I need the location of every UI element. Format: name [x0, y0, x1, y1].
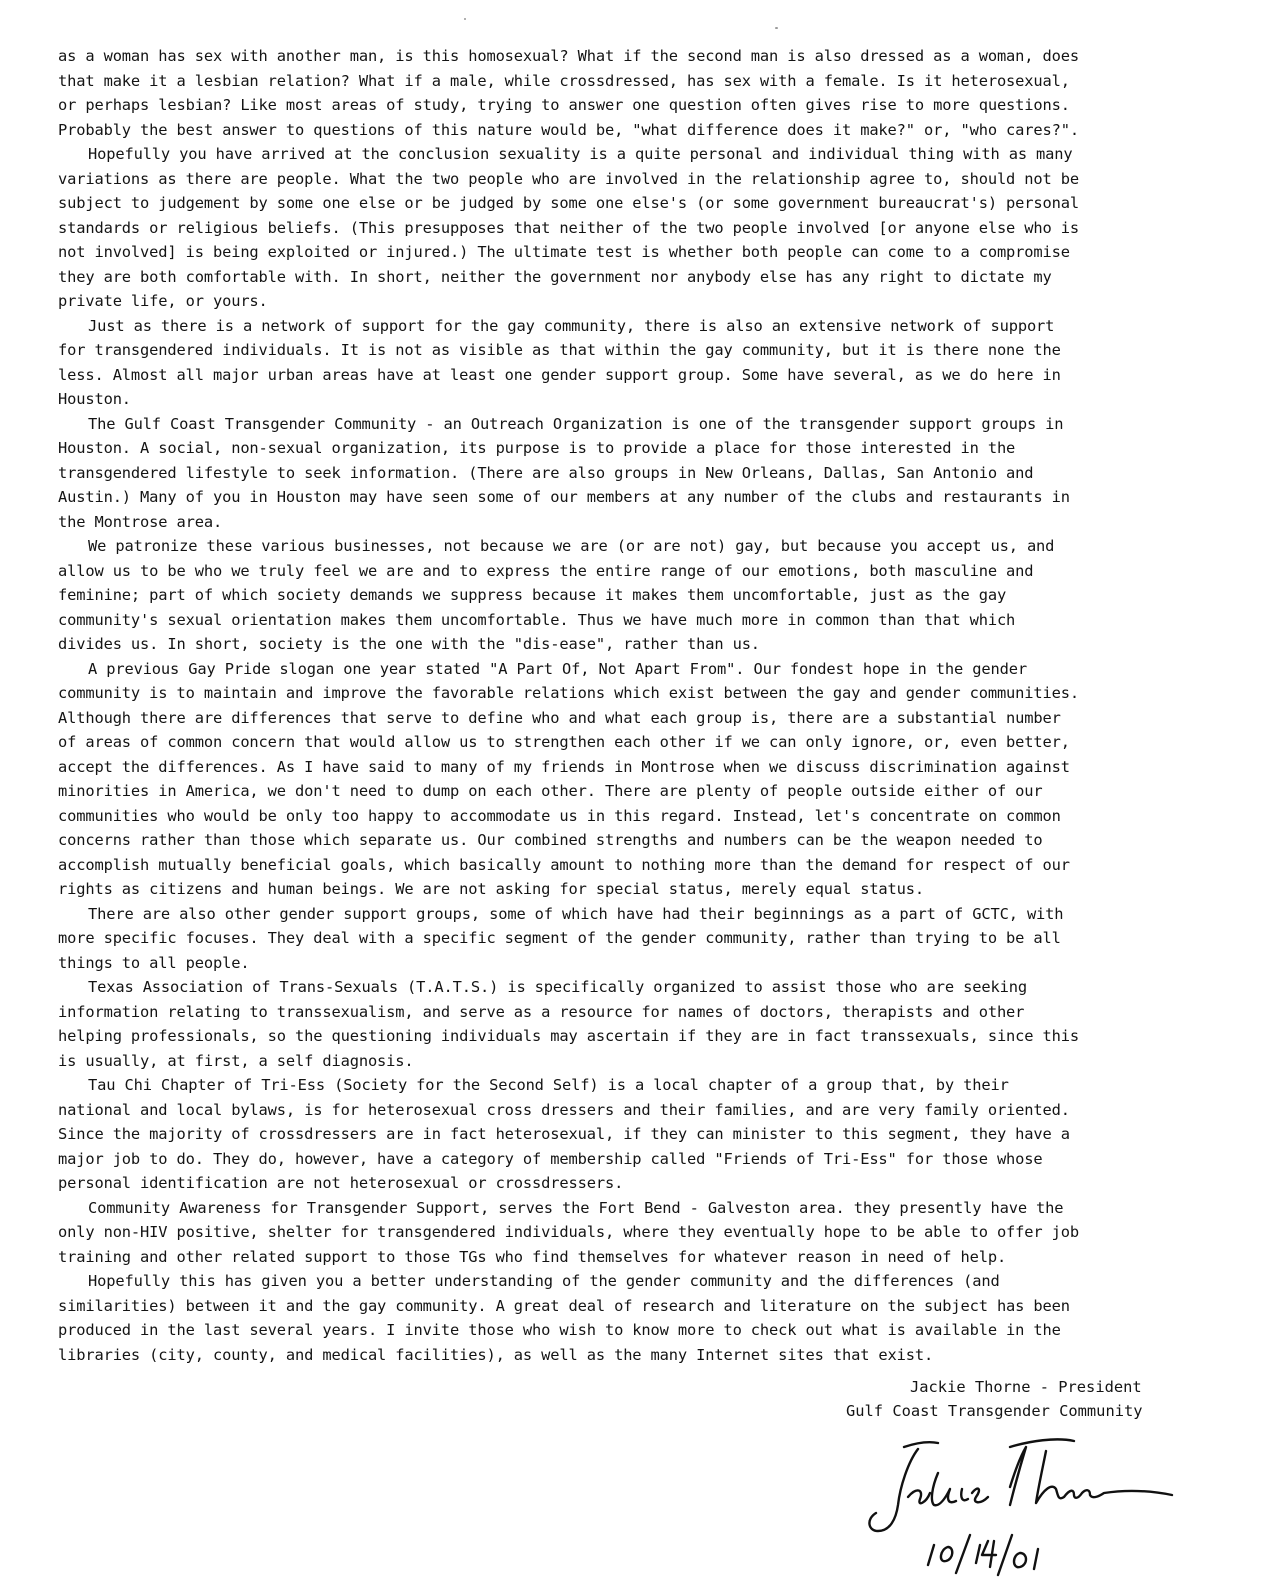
- letter-line: communities who would be only too happy to accommodate us in this regard. Instead, let's concentrate on common: [58, 806, 1061, 825]
- letter-line: they are both comfortable with. In short, neither the government nor anybody else has any right to dictate my: [58, 267, 1052, 286]
- letter-line: produced in the last several years. I invite those who wish to know more to check out what is available in the: [58, 1321, 1061, 1339]
- letter-line: standards or religious beliefs. (This presupposes that neither of the two people involved [or anyone else who is: [58, 218, 1079, 237]
- letter-line: private life, or yours.: [58, 292, 268, 310]
- letter-line: A previous Gay Pride slogan one year stated "A Part Of, Not Apart From". Our fondest hope in the gender: [88, 659, 1027, 678]
- letter-line: transgendered lifestyle to seek information. (There are also groups in New Orleans, Dallas, San Antonio and: [58, 463, 1034, 482]
- letter-line: community is to maintain and improve the favorable relations which exist between the gay and gender communities.: [58, 684, 1079, 702]
- letter-line: is usually, at first, a self diagnosis.: [58, 1051, 414, 1070]
- letter-line: things to all people.: [58, 953, 250, 972]
- letter-line: accept the differences. As I have said to many of my friends in Montrose when we discuss discrimination against: [58, 757, 1070, 776]
- letter-line: Just as there is a network of support for the gay community, there is also an extensive network of support: [88, 316, 1055, 335]
- letter-line: There are also other gender support groups, some of which have had their beginnings as a part of GCTC, with: [88, 904, 1064, 923]
- letter-line: feminine; part of which society demands we suppress because it makes them uncomfortable, just as the gay: [58, 586, 1007, 604]
- letter-line: Texas Association of Trans-Sexuals (T.A.T.S.) is specifically organized to assist those who are seeking: [88, 978, 1027, 996]
- letter-line: minorities in America, we don't need to dump on each other. There are plenty of people outside either of our: [58, 782, 1043, 800]
- signer-organization: Gulf Coast Transgender Community: [846, 1402, 1143, 1420]
- signer-name-title: Jackie Thorne - President: [910, 1378, 1142, 1396]
- letter-line: allow us to be who we truly feel we are and to express the entire range of our emotions, both masculine and: [58, 561, 1034, 580]
- letter-line: variations as there are people. What the two people who are involved in the relationship agree to, should not be: [58, 169, 1079, 188]
- letter-line: or perhaps lesbian? Like most areas of study, trying to answer one question often gives rise to more questions.: [58, 96, 1070, 114]
- letter-line: The Gulf Coast Transgender Community - an Outreach Organization is one of the transgender support groups in: [88, 414, 1064, 433]
- letter-body: [58, 44, 1178, 1367]
- letter-line: divides us. In short, society is the one with the "dis-ease", rather than us.: [58, 635, 760, 653]
- scan-speck: [775, 27, 778, 29]
- letter-line: not involved] is being exploited or injured.) The ultimate test is whether both people can come to a compromise: [58, 243, 1070, 261]
- letter-line: for transgendered individuals. It is not as visible as that within the gay community, but it is there none the: [58, 341, 1061, 359]
- letter-line: that make it a lesbian relation? What if a male, while crossdressed, has sex with a female. Is it heterosexual,: [58, 71, 1070, 90]
- letter-line: Austin.) Many of you in Houston may have seen some of our members at any number of the clubs and restaurants in: [58, 488, 1070, 506]
- letter-line: the Montrose area.: [58, 512, 223, 531]
- letter-line: Tau Chi Chapter of Tri-Ess (Society for the Second Self) is a local chapter of a group that, by their: [88, 1076, 1009, 1094]
- letter-line: community's sexual orientation makes them uncomfortable. Thus we have much more in common than that which: [58, 610, 1016, 629]
- letter-line: Houston. A social, non-sexual organization, its purpose is to provide a place for those interested in the: [58, 439, 1016, 457]
- letter-line: Since the majority of crossdressers are in fact heterosexual, if they can minister to this segment, they have a: [58, 1125, 1070, 1143]
- letter-line: information relating to transsexualism, and serve as a resource for names of doctors, therapists and other: [58, 1002, 1025, 1021]
- letter-line: as a woman has sex with another man, is this homosexual? What if the second man is also dressed as a woman, does: [58, 47, 1079, 65]
- letter-line: libraries (city, county, and medical facilities), as well as the many Internet sites that exist.: [58, 1345, 934, 1364]
- letter-line: Community Awareness for Transgender Support, serves the Fort Bend - Galveston area. they presently have the: [88, 1198, 1064, 1217]
- letter-line: personal identification are not heterosexual or crossdressers.: [58, 1174, 624, 1192]
- scan-speck: [464, 18, 466, 20]
- letter-line: Hopefully this has given you a better understanding of the gender community and the differences (and: [88, 1272, 1000, 1290]
- letter-line: only non-HIV positive, shelter for transgendered individuals, where they eventually hope to be able to offer job: [58, 1223, 1079, 1241]
- letter-line: helping professionals, so the questioning individuals may ascertain if they are in fact transsexuals, since this: [58, 1027, 1079, 1045]
- letter-line: training and other related support to those TGs who find themselves for whatever reason in need of help.: [58, 1247, 1007, 1266]
- letter-line: Houston.: [58, 390, 131, 408]
- letter-line: subject to judgement by some one else or be judged by some one else's (or some government bureaucrat's) personal: [58, 194, 1079, 212]
- letter-line: Probably the best answer to questions of this nature would be, "what difference does it make?" or, "who cares?".: [58, 120, 1079, 139]
- handwritten-signature: [860, 1427, 1180, 1587]
- letter-line: Although there are differences that serve to define who and what each group is, there are a substantial number: [58, 708, 1061, 727]
- letter-line: of areas of common concern that would allow us to strengthen each other if we can only ignore, or, even better,: [58, 733, 1070, 751]
- letter-line: national and local bylaws, is for heterosexual cross dressers and their families, and are very family oriented.: [58, 1100, 1070, 1119]
- letter-line: rights as citizens and human beings. We are not asking for special status, merely equal status.: [58, 880, 925, 898]
- letter-line: We patronize these various businesses, not because we are (or are not) gay, but because you accept us, and: [88, 537, 1055, 555]
- letter-line: major job to do. They do, however, have a category of membership called "Friends of Tri-Ess" for those whose: [58, 1149, 1043, 1168]
- letter-line: Hopefully you have arrived at the conclusion sexuality is a quite personal and individual thing with as many: [88, 145, 1073, 163]
- letter-line: concerns rather than those which separate us. Our combined strengths and numbers can be the weapon needed to: [58, 831, 1043, 849]
- letter-line: less. Almost all major urban areas have at least one gender support group. Some have several, as we do here in: [58, 365, 1061, 384]
- letter-line: similarities) between it and the gay community. A great deal of research and literature on the subject has been: [58, 1296, 1070, 1315]
- letter-line: more specific focuses. They deal with a specific segment of the gender community, rather than trying to be all: [58, 929, 1061, 947]
- letter-line: accomplish mutually beneficial goals, which basically amount to nothing more than the demand for respect of our: [58, 855, 1070, 874]
